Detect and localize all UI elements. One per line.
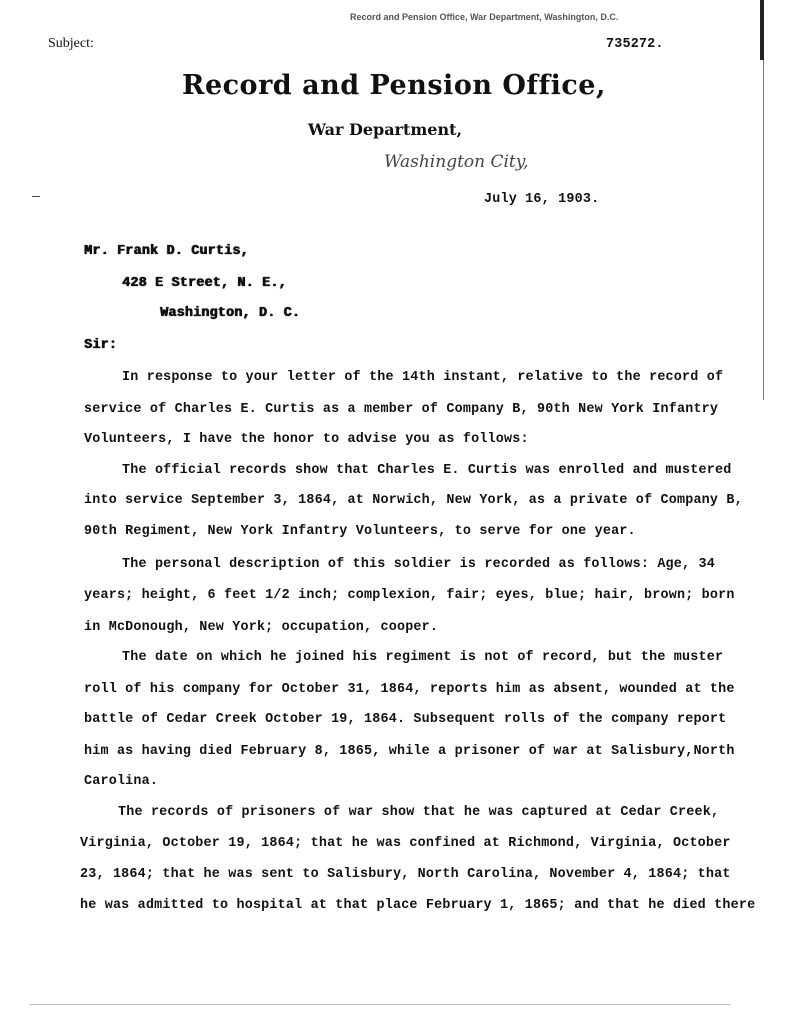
addressee-street: 428 E Street, N. E.,: [122, 276, 287, 291]
salutation: Sir:: [84, 338, 117, 353]
letterhead-top-line: Record and Pension Office, War Department, Washington, D.C.: [350, 12, 619, 22]
body-line: Virginia, October 19, 1864; that he was confined at Richmond, Virginia, October: [80, 836, 731, 851]
scan-edge-right: [760, 0, 764, 60]
department: War Department,: [308, 120, 463, 139]
body-line: The personal description of this soldier is recorded as follows: Age, 34: [122, 557, 715, 572]
body-line: him as having died February 8, 1865, while a prisoner of war at Salisbury,North: [84, 744, 735, 759]
office-title: Record and Pension Office,: [182, 70, 606, 101]
body-line: The records of prisoners of war show that he was captured at Cedar Creek,: [118, 805, 720, 820]
body-line: In response to your letter of the 14th instant, relative to the record of: [122, 370, 724, 385]
city: Washington City,: [384, 152, 529, 172]
scan-mark-left: [32, 196, 40, 197]
body-line: into service September 3, 1864, at Norwich, New York, as a private of Company B,: [84, 493, 743, 508]
body-line: The date on which he joined his regiment is not of record, but the muster: [122, 650, 724, 665]
body-line: The official records show that Charles E. Curtis was enrolled and mustered: [122, 463, 732, 478]
body-line: Carolina.: [84, 774, 159, 789]
body-line: in McDonough, New York; occupation, cooper.: [84, 620, 439, 635]
letter-date: July 16, 1903.: [484, 192, 600, 207]
addressee-city: Washington, D. C.: [160, 306, 301, 321]
body-line: 23, 1864; that he was sent to Salisbury, North Carolina, November 4, 1864; that: [80, 867, 731, 882]
addressee-name: Mr. Frank D. Curtis,: [84, 244, 249, 259]
body-line: 90th Regiment, New York Infantry Volunteers, to serve for one year.: [84, 524, 636, 539]
body-line: years; height, 6 feet 1/2 inch; complexion, fair; eyes, blue; hair, brown; born: [84, 588, 735, 603]
body-line: battle of Cedar Creek October 19, 1864. Subsequent rolls of the company report: [84, 712, 727, 727]
file-number: 735272.: [606, 37, 664, 52]
body-line: service of Charles E. Curtis as a member of Company B, 90th New York Infantry: [84, 402, 719, 417]
body-line: roll of his company for October 31, 1864, reports him as absent, wounded at the: [84, 682, 735, 697]
scan-edge-right-thin: [763, 60, 764, 400]
body-line: Volunteers, I have the honor to advise you as follows:: [84, 432, 529, 447]
body-line: he was admitted to hospital at that place February 1, 1865; and that he died there: [80, 898, 756, 913]
subject-label: Subject:: [48, 36, 94, 51]
scan-edge-bottom: [30, 1004, 730, 1005]
